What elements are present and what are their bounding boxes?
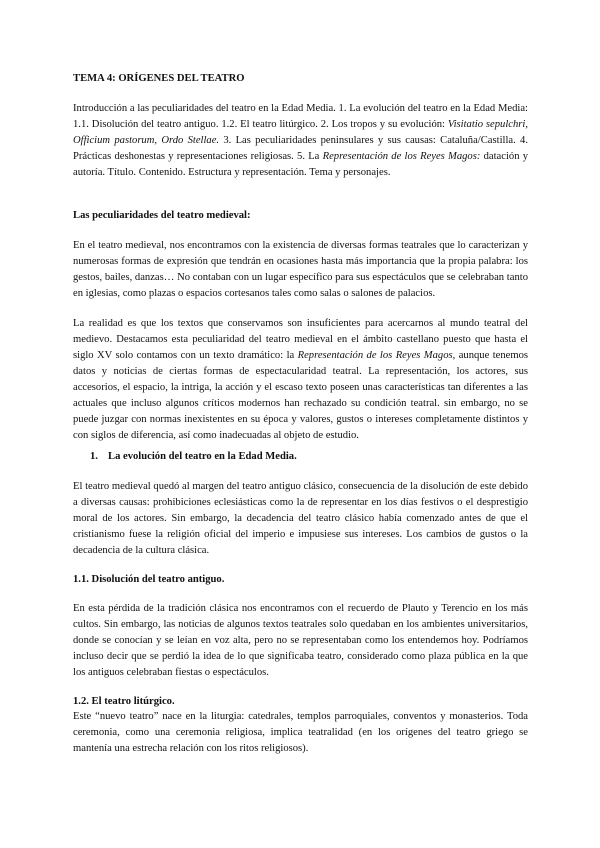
- section-number: 1.: [90, 451, 98, 462]
- paragraph-disolucion: En esta pérdida de la tradición clásica nos encontramos con el recuerdo de Plauto y Terencio en los más cultos. Sin embargo, las noticias de algunos textos teatrales solo quedaban en los ambientes universitarios, donde se conocían y se leían en voz alta, pero no se representaban como los entendemos hoy. Podríamos incluso decir que se perdió la idea de lo que significaba teatro, considerado como plaza pública en la que los antiguos celebraban fiestas o espectáculos.: [73, 603, 528, 678]
- paragraph-liturgico: Este “nuevo teatro” nace en la liturgia: catedrales, templos parroquiales, conventos y monasterios. Toda ceremonia, como una ceremonia religiosa, implica teatralidad (en los orígenes del teatro griego se mantenía una estrecha relación con los ritos religiosos).: [73, 711, 528, 754]
- paragraph-peculiaridades-1: En el teatro medieval, nos encontramos con la existencia de diversas formas teatrales que lo caracterizan y numerosas formas de expresión que tendrán en ocasiones hasta más importancia que la propia palabra: los gestos, bailes, danzas… No contaban con un lugar específico para sus espectáculos que se celebraban tanto en iglesias, como plazas o espacios cortesanos tales como salas o salones de palacios.: [73, 240, 528, 299]
- intro-text-1: Introducción a las peculiaridades del teatro en la Edad Media. 1. La evolución del teatro en la Edad Media: 1.1. Disolución del teatro antiguo. 1.2. El teatro litúrgico. 2. Los tropos y su evolución:: [73, 103, 528, 130]
- paragraph-evolucion: El teatro medieval quedó al margen del teatro antiguo clásico, consecuencia de la disolución de este debido a diversas causas: prohibiciones eclesiásticas como la de representar en los días festivos o el desprestigio moral de los actores. Sin embargo, la decadencia del teatro clásico había comenzado antes de que el cristianismo fuese la religión oficial del imperio e impusiese sus intereses. Los cambios de gustos o la decadencia de la cultura clásica.: [73, 481, 528, 556]
- intro-italic-1: Visitatio sepulchri, Officium pastorum, Ordo Stellae.: [73, 119, 528, 146]
- paragraph-text-b: aunque tenemos datos y noticias de ciertas formas de espectacularidad teatral. La representación, los actores, sus accesorios, el espacio, la intriga, la acción y el escaso texto poseen unas características tan diferentes a las actuales que incluso algunos críticos modernos han rechazado su condición teatral. sin embargo, no se puede juzgar con normas inexistentes en su época y valores, gustos o intereses completamente distintos y con siglos de diferencia, así como inadecuadas al objeto de estudio.: [73, 350, 528, 441]
- intro-text-3: datación y autoría. Título. Contenido. Estructura y representación. Tema y personajes.: [73, 151, 528, 178]
- intro-paragraph: [73, 101, 528, 181]
- intro-text-2: 3. Las peculiaridades peninsulares y sus causas: Cataluña/Castilla. 4. Prácticas deshonestas y representaciones religiosas. 5. La: [73, 135, 528, 162]
- section-heading-liturgico: 1.2. El teatro litúrgico.: [73, 696, 175, 707]
- section-heading-text: La evolución del teatro en la Edad Media.: [108, 451, 297, 462]
- intro-italic-2: Representación de los Reyes Magos:: [322, 151, 481, 162]
- document-title: TEMA 4: ORÍGENES DEL TEATRO: [73, 73, 245, 84]
- paragraph-italic-title: Representación de los Reyes Magos,: [297, 350, 456, 361]
- section-heading-evolucion: [90, 449, 530, 465]
- paragraph-text-a: La realidad es que los textos que conservamos son insuficientes para acercarnos al mundo teatral del medievo. Destacamos esta peculiaridad del teatro medieval en el ámbito castellano puesto que hasta el siglo XV solo contamos con un texto dramático: la: [73, 318, 528, 361]
- section-heading-disolucion: 1.1. Disolución del teatro antiguo.: [73, 574, 225, 585]
- section-heading-peculiaridades: Las peculiaridades del teatro medieval:: [73, 210, 251, 221]
- paragraph-peculiaridades-2: [73, 316, 528, 444]
